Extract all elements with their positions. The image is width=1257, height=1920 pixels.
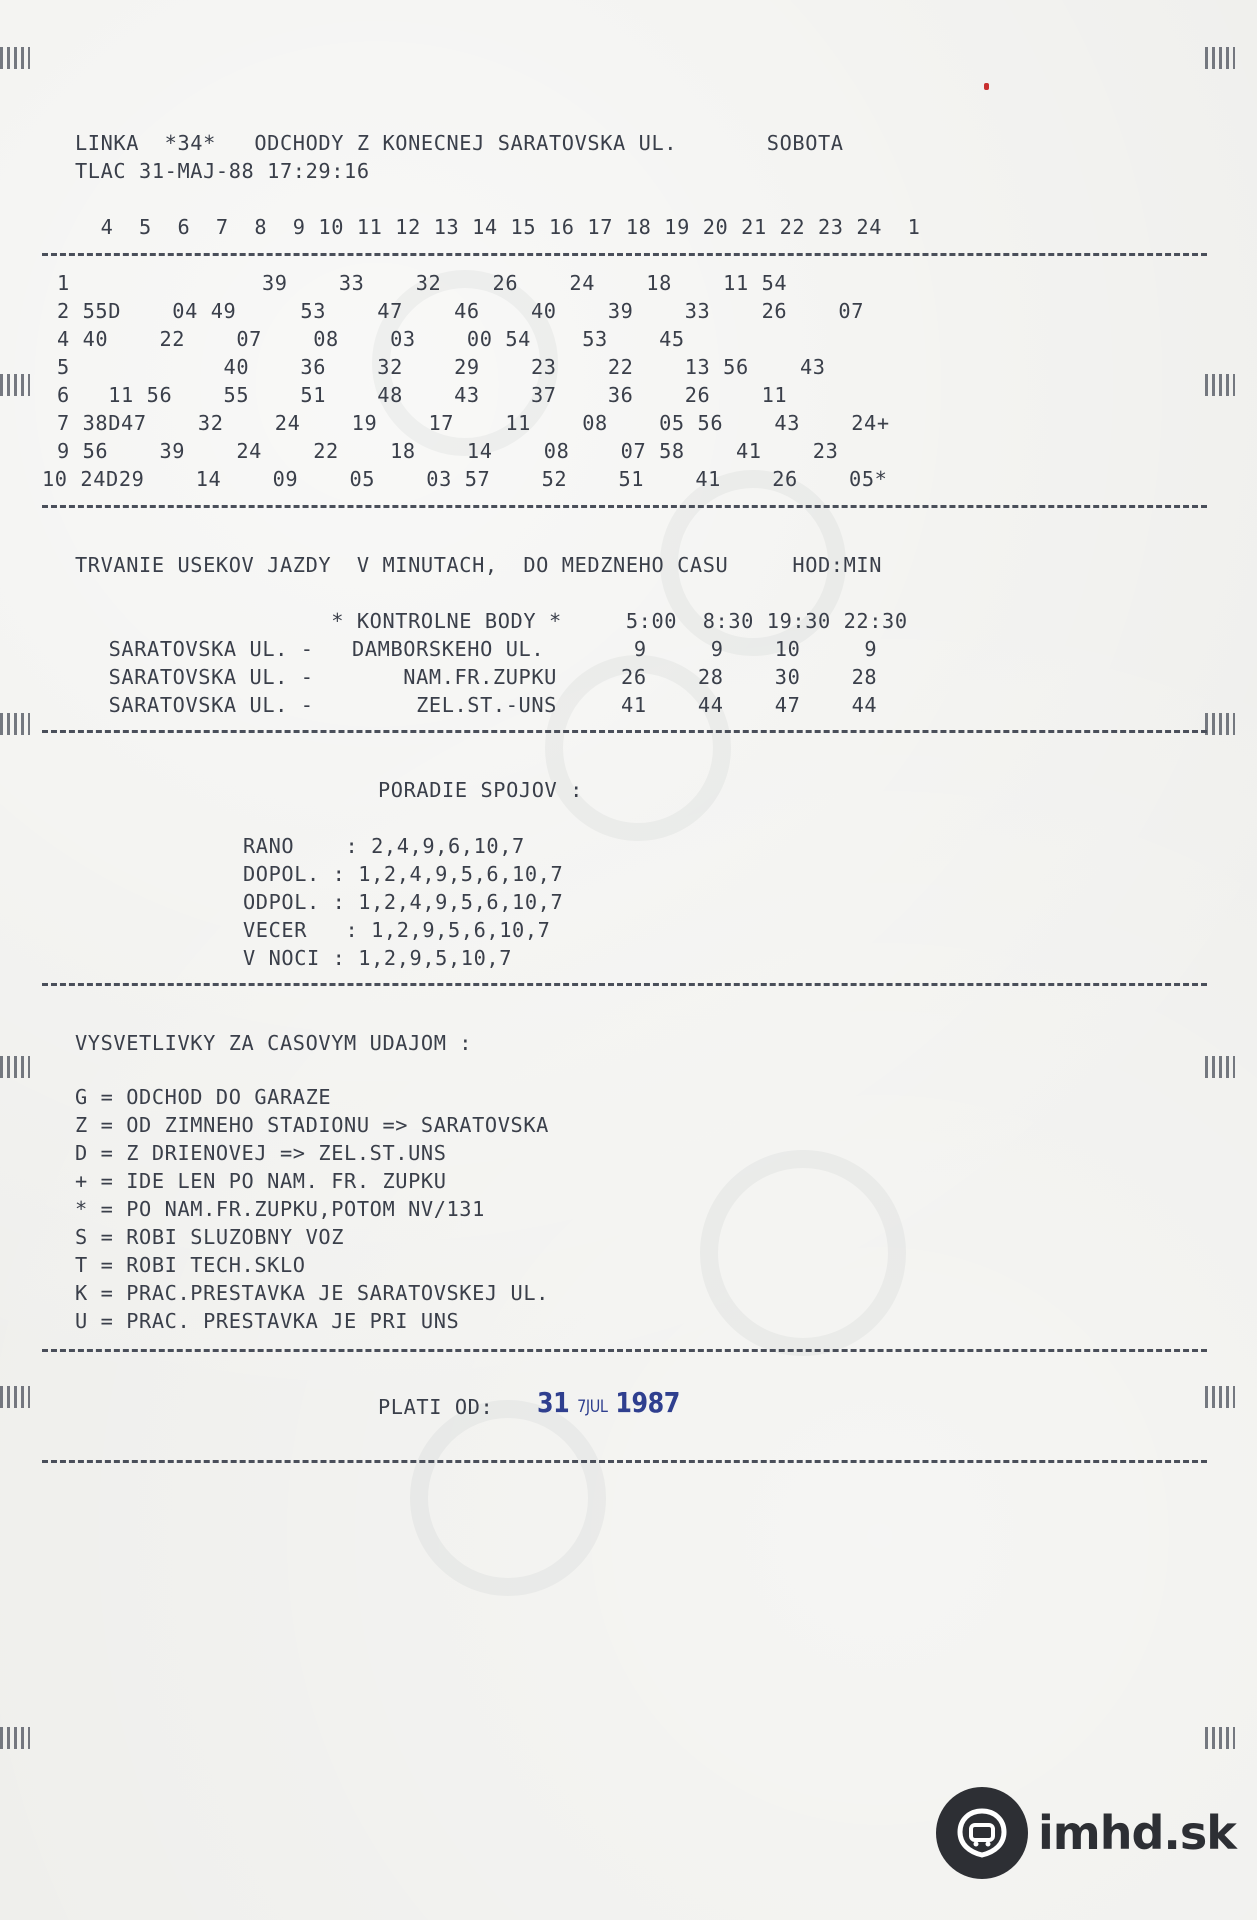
poradie-row: V NOCI : 1,2,9,5,10,7 — [243, 946, 513, 970]
legend-row: + = IDE LEN PO NAM. FR. ZUPKU — [75, 1169, 447, 1193]
watermark-circle — [410, 1400, 606, 1596]
red-ink-dot — [984, 83, 989, 90]
table-row: 4 40 22 07 08 03 00 54 53 45 — [57, 327, 685, 351]
perforation-mark — [1205, 47, 1235, 69]
poradie-row: DOPOL. : 1,2,4,9,5,6,10,7 — [243, 862, 564, 886]
valid-from-label: PLATI OD: — [378, 1395, 494, 1419]
perforation-mark — [1205, 1056, 1235, 1078]
divider — [42, 505, 1207, 508]
perforation-mark — [1205, 374, 1235, 396]
legend-row: S = ROBI SLUZOBNY VOZ — [75, 1225, 345, 1249]
durations-row: SARATOVSKA UL. - DAMBORSKEHO UL. 9 9 10 9 — [83, 637, 878, 661]
imhd-brand-text: imhd.sk — [1038, 1806, 1236, 1860]
legend-row: D = Z DRIENOVEJ => ZEL.ST.UNS — [75, 1141, 447, 1165]
legend-row: Z = OD ZIMNEHO STADIONU => SARATOVSKA — [75, 1113, 549, 1137]
hours-row: 4 5 6 7 8 9 10 11 12 13 14 15 16 17 18 19 20 21 22 23 24 1 — [75, 215, 921, 239]
stamp-month: 7JUL — [577, 1397, 608, 1417]
durations-title: TRVANIE USEKOV JAZDY V MINUTACH, DO MEDZNEHO CASU HOD:MIN — [75, 553, 883, 577]
watermark-circle — [700, 1150, 906, 1356]
table-row: 7 38D47 32 24 19 17 11 08 05 56 43 24+ — [57, 411, 890, 435]
legend-row: K = PRAC.PRESTAVKA JE SARATOVSKEJ UL. — [75, 1281, 549, 1305]
imhd-badge-icon — [936, 1787, 1028, 1879]
perforation-mark — [1205, 1386, 1235, 1408]
legend-row: G = ODCHOD DO GARAZE — [75, 1085, 332, 1109]
perforation-mark — [1205, 1727, 1235, 1749]
date-stamp — [537, 1386, 680, 1419]
divider — [42, 730, 1207, 733]
table-row: 6 11 56 55 51 48 43 37 36 26 11 — [57, 383, 788, 407]
divider — [42, 1460, 1207, 1463]
print-timestamp: TLAC 31-MAJ-88 17:29:16 — [75, 159, 370, 183]
divider — [42, 253, 1207, 256]
table-row: 5 40 36 32 29 23 22 13 56 43 — [57, 355, 826, 379]
durations-header: * KONTROLNE BODY * 5:00 8:30 19:30 22:30 — [75, 609, 908, 633]
stamp-day: 31 — [537, 1386, 570, 1419]
table-row: 9 56 39 24 22 18 14 08 07 58 41 23 — [57, 439, 839, 463]
perforation-mark — [0, 47, 30, 69]
legend-row: T = ROBI TECH.SKLO — [75, 1253, 306, 1277]
poradie-row: VECER : 1,2,9,5,6,10,7 — [243, 918, 551, 942]
legend-row: U = PRAC. PRESTAVKA JE PRI UNS — [75, 1309, 460, 1333]
imhd-logo — [936, 1787, 1236, 1879]
legend-row: * = PO NAM.FR.ZUPKU,POTOM NV/131 — [75, 1197, 485, 1221]
header-title: LINKA *34* ODCHODY Z KONECNEJ SARATOVSKA UL. SOBOTA — [75, 131, 844, 155]
legend-title: VYSVETLIVKY ZA CASOVYM UDAJOM : — [75, 1031, 473, 1055]
durations-row: SARATOVSKA UL. - ZEL.ST.-UNS 41 44 47 44 — [83, 693, 878, 717]
perforation-mark — [0, 374, 30, 396]
stamp-year: 1987 — [615, 1386, 680, 1419]
poradie-row: RANO : 2,4,9,6,10,7 — [243, 834, 525, 858]
perforation-mark — [0, 713, 30, 735]
durations-row: SARATOVSKA UL. - NAM.FR.ZUPKU 26 28 30 28 — [83, 665, 878, 689]
perforation-mark — [0, 1727, 30, 1749]
table-row: 10 24D29 14 09 05 03 57 52 51 41 26 05* — [42, 467, 888, 491]
divider — [42, 1349, 1207, 1352]
poradie-row: ODPOL. : 1,2,4,9,5,6,10,7 — [243, 890, 564, 914]
perforation-mark — [0, 1056, 30, 1078]
table-row: 1 39 33 32 26 24 18 11 54 — [57, 271, 788, 295]
poradie-title: PORADIE SPOJOV : — [378, 778, 583, 802]
perforation-mark — [0, 1386, 30, 1408]
divider — [42, 983, 1207, 986]
perforation-mark — [1205, 713, 1235, 735]
table-row: 2 55D 04 49 53 47 46 40 39 33 26 07 — [57, 299, 865, 323]
